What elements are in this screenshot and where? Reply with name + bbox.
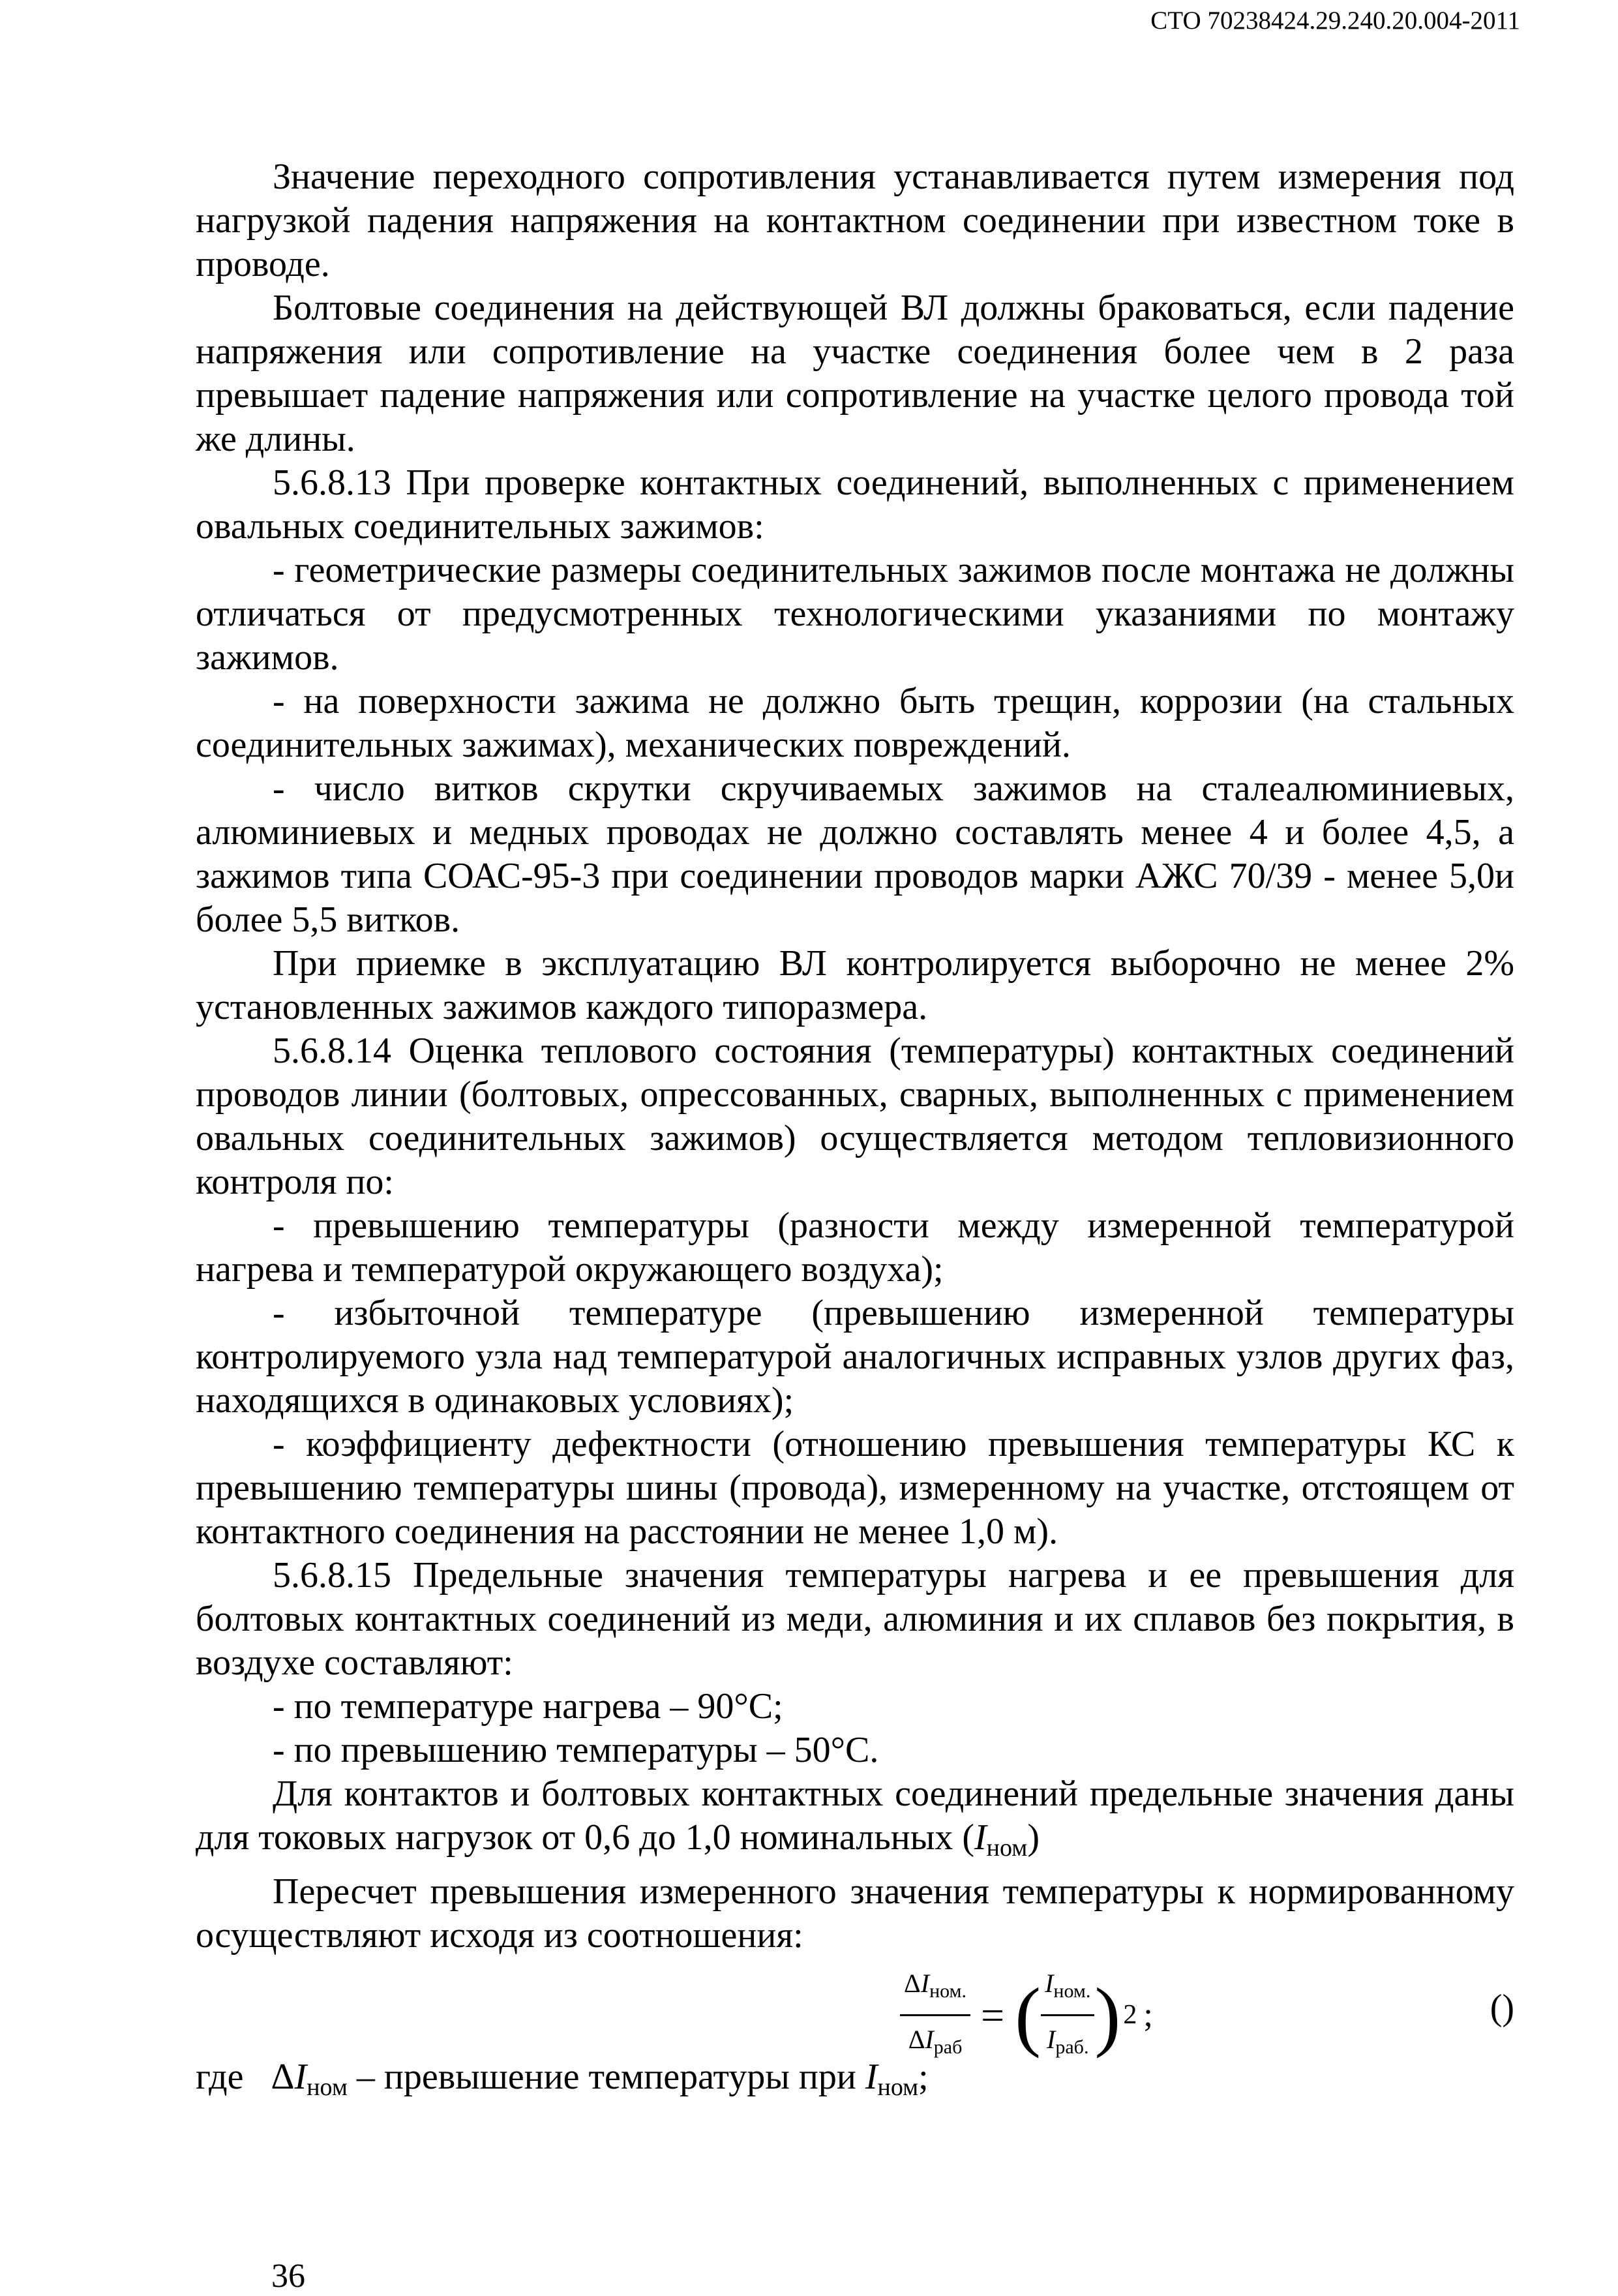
where-word: где <box>196 2057 244 2097</box>
subscript: ном. <box>1053 1980 1091 2002</box>
variable-i: I <box>865 2057 878 2097</box>
formula-left-fraction <box>900 1961 970 2069</box>
list-item: - геометрические размеры соединительных зажимов после монтажа не должны отличаться от предусмотренных технологическими указаниями по монтажу зажимов. <box>196 550 1514 678</box>
subscript: ном <box>986 1834 1028 1862</box>
subscript: ном <box>877 2074 919 2101</box>
variable-i: I <box>920 1969 930 1998</box>
paragraph: Значение переходного сопротивления устанавливается путем измерения под нагрузкой падения напряжения на контактном соединении при известном токе в проводе. <box>196 157 1514 284</box>
body-text <box>196 155 1514 2109</box>
open-paren: ( <box>1015 1971 1041 2059</box>
document-code-header: СТО 70238424.29.240.20.004-2011 <box>1150 7 1520 35</box>
equals-sign: = <box>981 1992 1005 2038</box>
subscript: ном. <box>929 1980 967 2002</box>
formula <box>900 1961 1153 2069</box>
fraction-denominator <box>1043 2016 1092 2069</box>
definition-text: – превышение температуры при <box>347 2057 865 2097</box>
delta-symbol: Δ <box>908 2025 925 2054</box>
list-item: - превышению температуры (разности между измеренной температурой нагрева и температурой окружающего воздуха); <box>196 1205 1514 1290</box>
variable-i: I <box>1047 2025 1056 2054</box>
closing-paren: ) <box>1027 1817 1040 1858</box>
subscript: раб. <box>1055 2036 1089 2058</box>
list-item: - коэффициенту дефектности (отношению превышения температуры КС к превышению температуры шины (провода), измеренному на участке, отстоящем от контактного соединения на расстоянии не менее 1,0 м). <box>196 1424 1514 1552</box>
delta-symbol: Δ <box>271 2057 295 2097</box>
fraction-numerator <box>900 1961 970 2016</box>
paragraph: 5.6.8.15 Предельные значения температуры нагрева и ее превышения для болтовых контактных соединений из меди, алюминия и их сплавов без покрытия, в воздухе составляют: <box>196 1555 1514 1683</box>
formula-row <box>196 1957 1514 2059</box>
variable-i: I <box>294 2057 307 2097</box>
paragraph-text: Для контактов и болтовых контактных соединений предельные значения даны для токовых нагрузок от 0,6 до 1,0 номинальных ( <box>196 1774 1514 1858</box>
semicolon: ; <box>1143 1997 1153 2034</box>
close-paren: ) <box>1094 1971 1121 2059</box>
formula-number: () <box>1490 1987 1514 2028</box>
formula-inner-fraction <box>1041 1961 1094 2069</box>
delta-symbol: Δ <box>904 1969 921 1998</box>
list-item: - число витков скрутки скручиваемых зажимов на сталеалюминиевых, алюминиевых и медных проводах не должно составлять менее 4 и более 4,5, а зажимов типа СОАС-95-3 при соединении проводов марки АЖС 70/39 - менее 5,0и более 5,5 витков. <box>196 768 1514 940</box>
paragraph: При приемке в эксплуатацию ВЛ контролируется выборочно не менее 2% установленных зажимов каждого типоразмера. <box>196 943 1514 1027</box>
variable-i: I <box>1045 1969 1054 1998</box>
subscript: ном <box>307 2074 348 2101</box>
list-item: - на поверхности зажима не должно быть трещин, коррозии (на стальных соединительных зажимах), механических повреждений. <box>196 681 1514 765</box>
paragraph: Болтовые соединения на действующей ВЛ должны браковаться, если падение напряжения или сопротивление на участке соединения более чем в 2 раза превышает падение напряжения или сопротивление на участке целого провода той же длины. <box>196 288 1514 459</box>
page-number: 36 <box>271 2258 305 2295</box>
variable-i: I <box>925 2025 934 2054</box>
paragraph: 5.6.8.14 Оценка теплового состояния (температуры) контактных соединений проводов линии (болтовых, опрессованных, сварных, выполненных с применением овальных соединительных зажимов) осуществляется методом тепловизионного контроля по: <box>196 1031 1514 1202</box>
paragraph: 5.6.8.13 При проверке контактных соединений, выполненных с применением овальных соединительных зажимов: <box>196 462 1514 547</box>
paragraph-load-range <box>196 1772 1514 1870</box>
semicolon: ; <box>918 2057 929 2097</box>
fraction-denominator <box>905 2016 966 2069</box>
fraction-numerator <box>1041 1961 1094 2016</box>
where-definition <box>196 2055 1514 2109</box>
list-item: - избыточной температуре (превышению измеренной температуры контролируемого узла над температурой аналогичных исправных узлов других фаз, находящихся в одинаковых условиях); <box>196 1293 1514 1421</box>
exponent: 2 <box>1123 2000 1137 2030</box>
list-item: - по превышению температуры – 50°С. <box>273 1730 879 1770</box>
subscript: раб <box>933 2036 963 2058</box>
paragraph: Пересчет превышения измеренного значения температуры к нормированному осуществляют исходя из соотношения: <box>196 1871 1514 1956</box>
variable-i: I <box>974 1817 987 1858</box>
list-item: - по температуре нагрева – 90°С; <box>273 1686 783 1727</box>
